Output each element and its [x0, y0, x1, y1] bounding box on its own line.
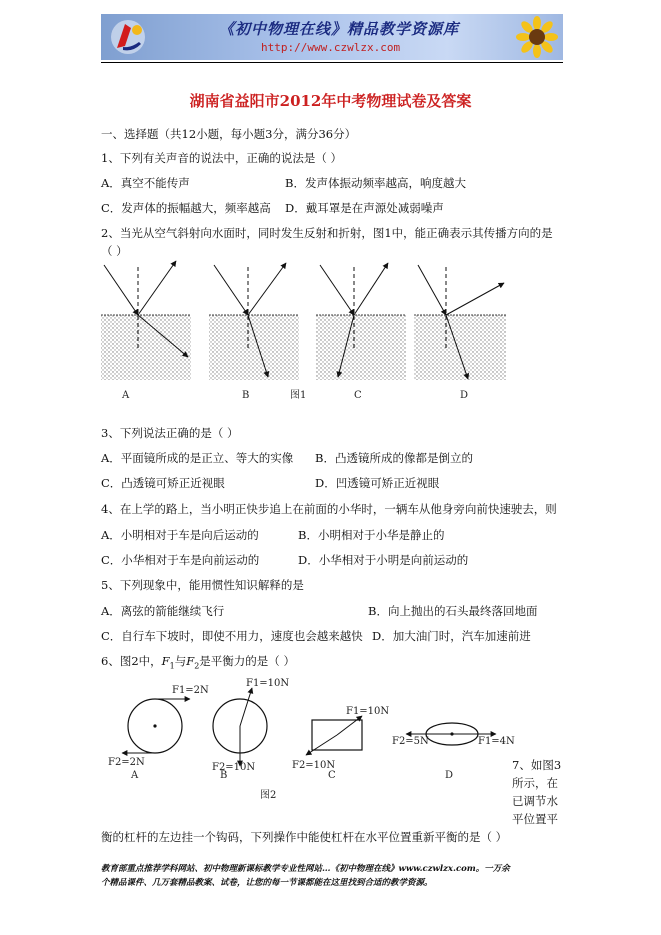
fig1-panel-b	[209, 263, 299, 380]
logo-icon	[109, 18, 147, 56]
q4-option-a: A．小明相对于车是向后运动的	[101, 528, 259, 542]
site-banner	[101, 14, 563, 60]
fig1-panel-c	[316, 263, 406, 380]
fig2-panel-b	[213, 688, 267, 766]
page-title: 湖南省益阳市2012年中考物理试卷及答案	[189, 92, 472, 110]
q5-option-d: D．加大油门时，汽车加速前进	[372, 629, 531, 643]
q6-stem: 6、图2中，$F_1$与$F_2$是平衡力的是（ ）	[101, 654, 295, 671]
fig2-panel-a	[122, 699, 190, 753]
footer-line-2: 个精品课件、几万套精品教案、试卷，让您的每一节课都能在这里找到合适的教学资源。	[101, 878, 433, 888]
fig1-label-d: D	[460, 390, 469, 401]
q7-side-2: 所示，在	[512, 776, 558, 790]
sunflower-icon	[517, 17, 557, 57]
q4-option-b: B．小明相对于小华是静止的	[298, 528, 445, 542]
q2-stem-cont: （ ）	[101, 244, 128, 258]
fig1-panel-a	[101, 261, 191, 380]
q1-option-b: B．发声体振动频率越高，响度越大	[285, 176, 466, 190]
fig2-c-f2: F2=10N	[292, 760, 336, 771]
fig1-panel-d	[414, 265, 506, 380]
q1-option-a: A．真空不能传声	[101, 176, 190, 190]
fig2-c-f1: F1=10N	[346, 706, 390, 717]
banner-url[interactable]: http://www.czwlzx.com	[261, 41, 401, 54]
fig2-label-d: D	[445, 770, 454, 781]
fig2-b-f1: F1=10N	[246, 678, 290, 689]
q3-stem: 3、下列说法正确的是（ ）	[101, 426, 239, 440]
figure-1	[96, 255, 516, 405]
fig2-a-f2: F2=2N	[108, 757, 145, 768]
q1-option-c: C．发声体的振幅越大，频率越高	[101, 201, 271, 215]
q5-option-a: A．离弦的箭能继续飞行	[101, 604, 225, 618]
q1-stem: 1、下列有关声音的说法中，正确的说法是（ ）	[101, 151, 342, 165]
q3-option-b: B．凸透镜所成的像都是倒立的	[315, 451, 473, 465]
section-heading: 一、选择题（共12小题，每小题3分，满分36分）	[101, 127, 357, 141]
q4-option-c: C．小华相对于车是向前运动的	[101, 553, 260, 567]
q4-option-d: D．小华相对于小明是向前运动的	[298, 553, 469, 567]
banner-title: 《初中物理在线》精品教学资源库	[219, 20, 460, 38]
fig2-d-f1: F1=4N	[478, 736, 515, 747]
fig1-label-b: B	[242, 390, 250, 401]
q7-side-4: 平位置平	[512, 812, 558, 826]
q2-stem: 2、当光从空气斜射向水面时，同时发生反射和折射，图1中，能正确表示其传播方向的是	[101, 226, 553, 240]
fig2-label-c: C	[328, 770, 336, 781]
fig2-d-f2: F2=5N	[392, 736, 429, 747]
fig2-a-f1: F1=2N	[172, 685, 209, 696]
fig2-panel-c	[306, 716, 362, 755]
q3-option-c: C．凸透镜可矫正近视眼	[101, 476, 225, 490]
fig2-label-a: A	[131, 770, 139, 781]
banner-divider	[101, 62, 563, 63]
q1-option-d: D．戴耳罩是在声源处减弱噪声	[285, 201, 444, 215]
q7-stem: 衡的杠杆的左边挂一个钩码，下列操作中能使杠杆在水平位置重新平衡的是（ ）	[101, 830, 508, 844]
fig2-caption: 图2	[260, 790, 277, 801]
q4-stem: 4、在上学的路上，当小明正快步追上在前面的小华时，一辆车从他身旁向前快速驶去，则	[101, 502, 557, 516]
fig2-b-f2: F2=10N	[212, 762, 256, 773]
figure-2	[100, 678, 515, 808]
q7-side-1: 7、如图3	[512, 758, 562, 772]
fig1-label-c: C	[354, 390, 362, 401]
fig2-label-b: B	[220, 770, 228, 781]
q3-option-a: A．平面镜所成的是正立、等大的实像	[101, 451, 294, 465]
q5-option-c: C．自行车下坡时，即使不用力，速度也会越来越快	[101, 629, 363, 643]
fig1-label-a: A	[122, 390, 130, 401]
q5-stem: 5、下列现象中，能用惯性知识解释的是	[101, 578, 304, 592]
page-footer	[101, 862, 510, 890]
q3-option-d: D．凹透镜可矫正近视眼	[315, 476, 440, 490]
fig1-caption: 图1	[290, 390, 307, 401]
footer-line-1: 教育部重点推荐学科网站、初中物理新课标教学专业性网站…《初中物理在线》www.czwlzx.com。一万余	[101, 864, 510, 874]
q5-option-b: B．向上抛出的石头最终落回地面	[368, 604, 538, 618]
q7-side-3: 已调节水	[512, 794, 558, 808]
